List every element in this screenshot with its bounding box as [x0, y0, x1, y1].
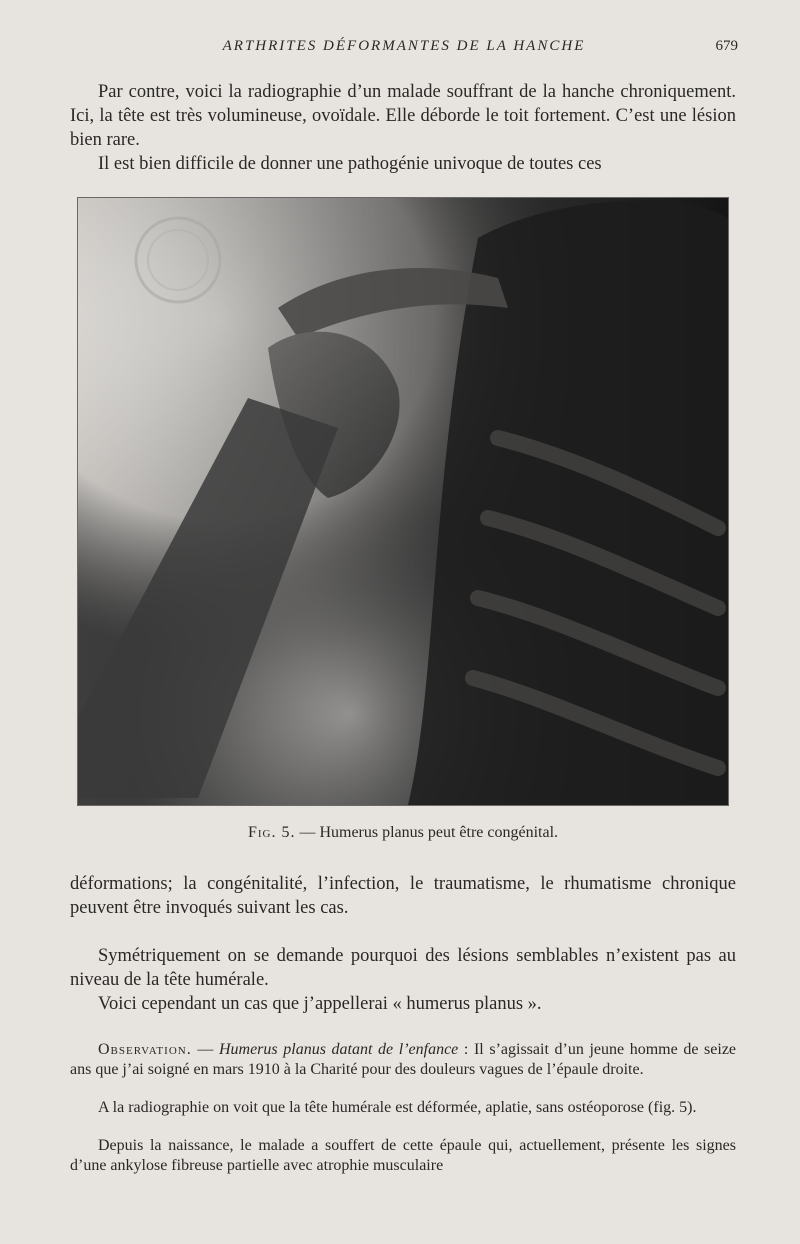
paragraph-2: Il est bien difficile de donner une pathogénie univoque de toutes ces: [98, 154, 602, 174]
running-title: ARTHRITES DÉFORMANTES DE LA HANCHE: [222, 38, 586, 54]
observation-text-1: : Il s’agissait d’un jeune homme de seize ans que j’ai soigné en mars 1910 à la Charité pour des douleurs vagues de l’épaule droite.: [70, 1041, 737, 1078]
figure-label: Fig. 5.: [247, 824, 296, 841]
observation-paragraph-3: Depuis la naissance, le malade a souffert de cette épaule qui, actuellement, présente les signes d’une ankylose fibreuse partielle avec atrophie musculaire: [70, 1137, 736, 1174]
paragraph-3: déformations; la congénitalité, l’infection, le traumatisme, le rhumatisme chronique peuvent être invoqués suivant les cas.: [70, 874, 736, 918]
paragraph-1: Par contre, voici la radiographie d’un malade souffrant de la hanche chroniquement. Ici, la tête est très volumineuse, ovoïdale. Elle déborde le toit fortement. C’est une lésion bien rare.: [70, 82, 736, 150]
shoulder-radiograph-image: [78, 198, 728, 805]
observation-dash: —: [197, 1041, 214, 1058]
running-header: [70, 38, 738, 58]
paragraph-4: Symétriquement on se demande pourquoi des lésions semblables n’existent pas au niveau de la tête humérale.: [70, 946, 736, 990]
observation-paragraph: [70, 1040, 736, 1079]
page-number: 679: [715, 38, 738, 54]
figure-caption-text: — Humerus planus peut être congénital.: [299, 824, 559, 841]
observation-paragraph-2: A la radiographie on voit que la tête humérale est déformée, aplatie, sans ostéoporose (fig. 5).: [98, 1099, 697, 1116]
observation-title: Humerus planus datant de l’enfance: [218, 1041, 459, 1058]
paragraph-5: Voici cependant un cas que j’appellerai « humerus planus ».: [98, 994, 542, 1014]
observation-lead: Observation.: [98, 1041, 192, 1058]
figure-caption: [70, 824, 736, 842]
radiograph-figure: [78, 198, 728, 805]
